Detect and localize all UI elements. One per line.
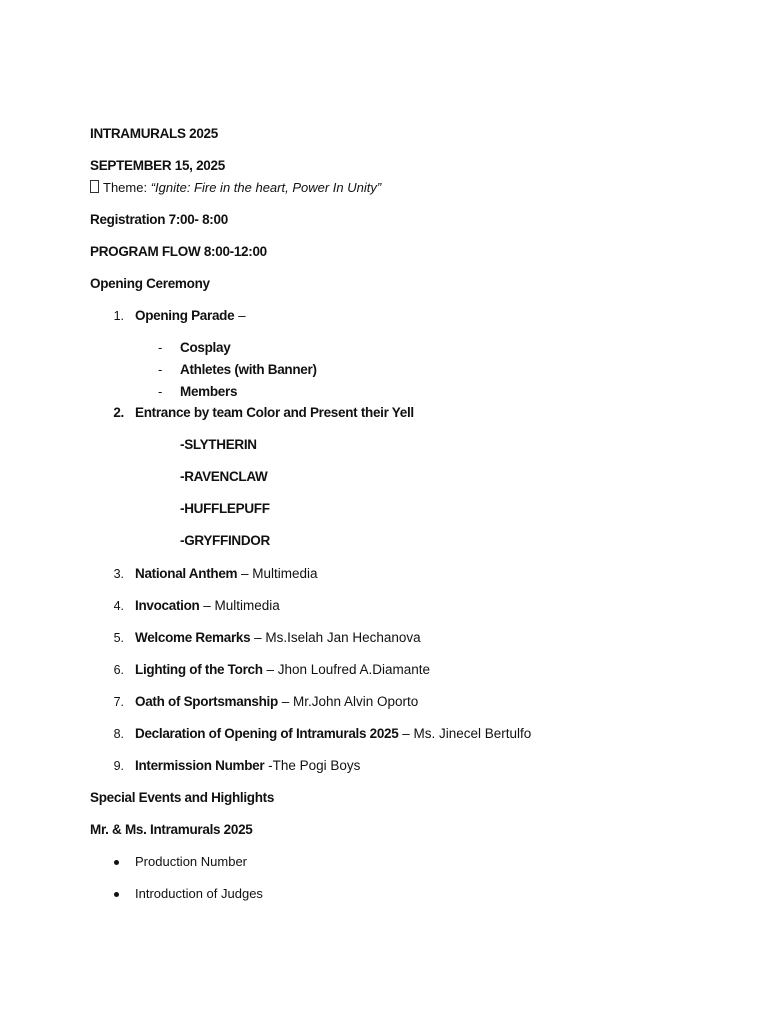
opening-ceremony-heading: Opening Ceremony (90, 276, 210, 291)
list-item (135, 693, 418, 711)
item-person: Mr.John Alvin Oporto (292, 694, 419, 709)
house-slytherin: -SLYTHERIN (180, 437, 257, 452)
theme-value: “Ignite: Fire in the heart, Power In Unity” (150, 180, 382, 195)
item-person: Jhon Loufred A.Diamante (277, 662, 431, 677)
item-title: Oath of Sportsmanship (135, 694, 278, 709)
item-title: Lighting of the Torch (135, 662, 263, 677)
item-separator: – (199, 598, 215, 613)
item-title: Entrance by team Color and Present their Yell (135, 405, 414, 420)
item-separator: – (277, 694, 293, 709)
item-separator: – (237, 566, 253, 581)
subitem-members: Members (180, 384, 238, 399)
item-person: Multimedia (252, 566, 318, 581)
special-events-heading: Special Events and Highlights (90, 790, 275, 805)
dash-marker: - (158, 362, 163, 377)
item-separator: - (264, 758, 273, 773)
list-number: 5. (113, 631, 124, 645)
pageant-item: Production Number (135, 854, 247, 869)
bullet-icon (114, 860, 119, 865)
list-item (135, 307, 246, 325)
subitem-cosplay: Cosplay (180, 340, 231, 355)
house-ravenclaw: -RAVENCLAW (180, 469, 268, 484)
list-item (135, 565, 318, 583)
list-item (135, 404, 414, 422)
list-item (135, 757, 360, 775)
item-title: Opening Parade (135, 308, 235, 323)
theme-line (90, 179, 381, 197)
event-date: SEPTEMBER 15, 2025 (90, 158, 225, 173)
list-item (135, 661, 430, 679)
pageant-heading: Mr. & Ms. Intramurals 2025 (90, 822, 253, 837)
document-title: INTRAMURALS 2025 (90, 126, 218, 141)
program-flow-heading: PROGRAM FLOW 8:00-12:00 (90, 244, 267, 259)
item-separator: – (262, 662, 278, 677)
house-gryffindor: -GRYFFINDOR (180, 533, 270, 548)
theme-label: Theme: (103, 180, 148, 195)
item-title: Declaration of Opening of Intramurals 2025 (135, 726, 399, 741)
item-person: Ms.Iselah Jan Hechanova (265, 630, 421, 645)
list-item (135, 629, 421, 647)
item-person: Multimedia (214, 598, 280, 613)
dash-marker: - (158, 384, 163, 399)
item-title: Invocation (135, 598, 200, 613)
item-person: The Pogi Boys (272, 758, 361, 773)
item-separator: – (250, 630, 266, 645)
house-hufflepuff: -HUFFLEPUFF (180, 501, 270, 516)
list-number: 9. (113, 759, 124, 773)
dash-marker: - (158, 340, 163, 355)
item-separator: – (234, 308, 246, 323)
registration-line: Registration 7:00- 8:00 (90, 212, 228, 227)
item-title: Intermission Number (135, 758, 265, 773)
item-person: Ms. Jinecel Bertulfo (413, 726, 532, 741)
list-item (135, 725, 531, 743)
missing-glyph-icon (90, 180, 99, 193)
list-number: 8. (113, 727, 124, 741)
list-number: 7. (113, 695, 124, 709)
list-number: 3. (113, 567, 124, 581)
item-title: Welcome Remarks (135, 630, 251, 645)
bullet-icon (114, 892, 119, 897)
list-number: 1. (113, 309, 124, 323)
list-item (135, 597, 280, 615)
list-number: 4. (113, 599, 124, 613)
item-separator: – (398, 726, 414, 741)
pageant-item: Introduction of Judges (135, 886, 263, 901)
list-number: 6. (113, 663, 124, 677)
subitem-athletes: Athletes (with Banner) (180, 362, 317, 377)
list-number: 2. (113, 405, 124, 420)
item-title: National Anthem (135, 566, 238, 581)
